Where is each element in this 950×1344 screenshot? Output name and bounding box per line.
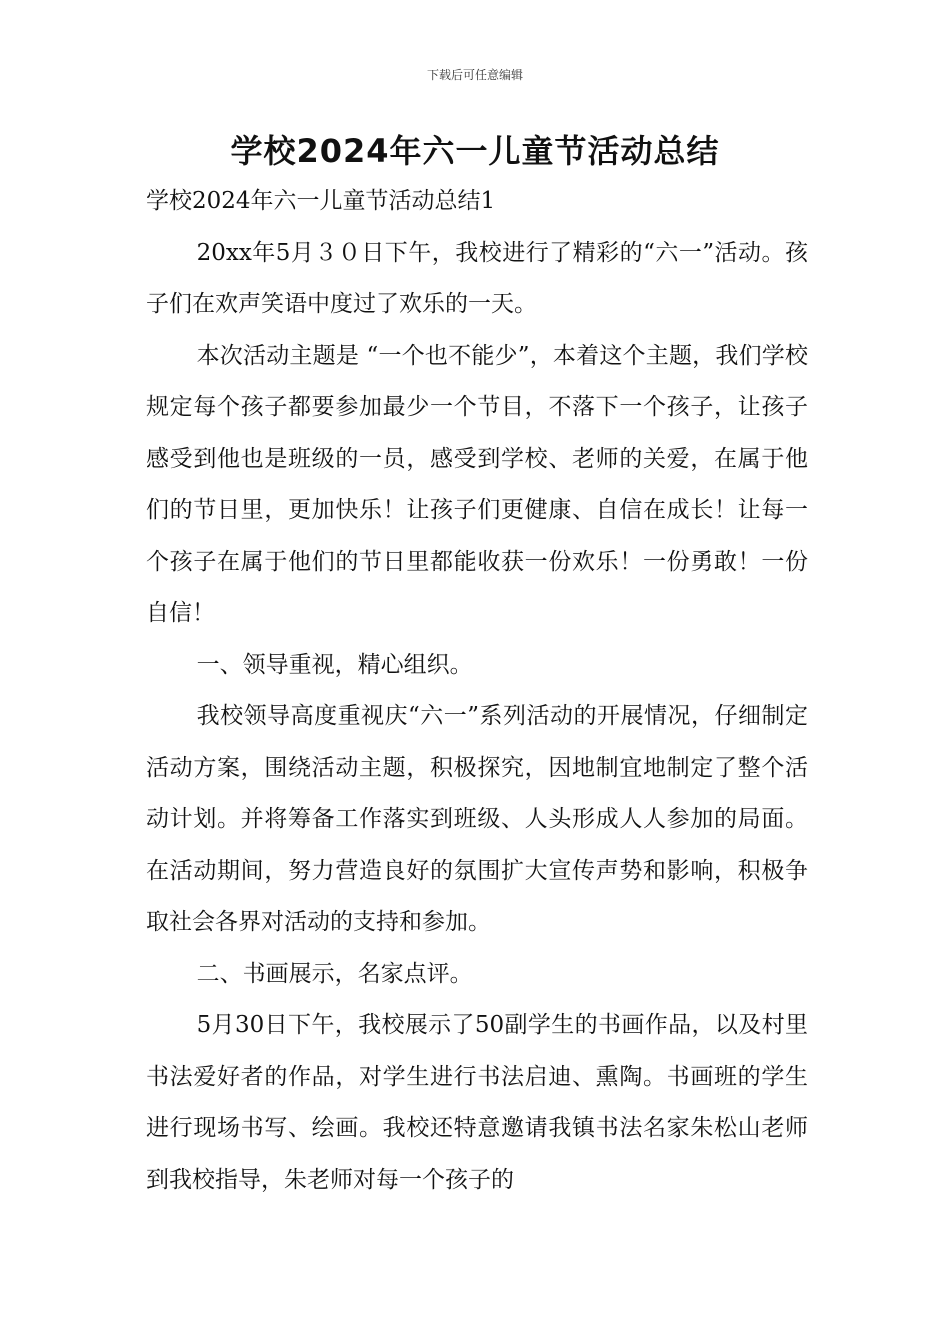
paragraph: 我校领导高度重视庆“六一”系列活动的开展情况，仔细制定活动方案，围绕活动主题，积极探究，因地制宜地制定了整个活动计划。并将筹备工作落实到班级、人头形成人人参加的局面。在活动期间，努力营造良好的氛围扩大宣传声势和影响，积极争取社会各界对活动的支持和参加。 [146, 703, 808, 935]
paragraph-subtitle: 学校2024年六一儿童节活动总结1 [146, 188, 496, 214]
section-heading: 一、领导重视，精心组织。 [196, 651, 473, 678]
paragraph: 20xx年5月３０日下午，我校进行了精彩的“六一”活动。孩子们在欢声笑语中度过了欢乐的一天。 [146, 239, 808, 317]
document-body [146, 176, 808, 1206]
document-title: 学校2024年六一儿童节活动总结 [230, 132, 720, 170]
section-heading: 二、书画展示，名家点评。 [196, 960, 473, 987]
paragraph: 本次活动主题是 “一个也不能少”，本着这个主题，我们学校规定每个孩子都要参加最少一个节目，不落下一个孩子，让孩子感受到他也是班级的一员，感受到学校、老师的关爱，在属于他们的节日里，更加快乐！让孩子们更健康、自信在成长！让每一个孩子在属于他们的节日里都能收获一份欢乐！一份勇敢！一份自信！ [146, 342, 808, 626]
paragraph: 5月30日下午，我校展示了50副学生的书画作品，以及村里书法爱好者的作品，对学生进行书法启迪、熏陶。书画班的学生进行现场书写、绘画。我校还特意邀请我镇书法名家朱松山老师到我校指导，朱老师对每一个孩子的 [146, 1012, 808, 1193]
header-note: 下载后可任意编辑 [426, 68, 523, 82]
